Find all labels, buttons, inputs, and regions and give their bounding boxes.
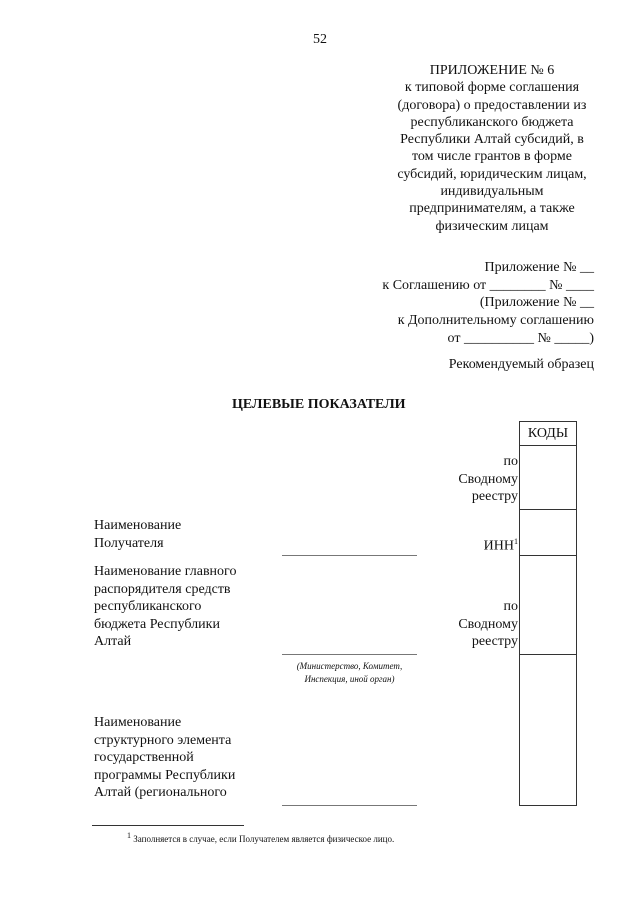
code-label-consolidated-registry <box>458 453 518 506</box>
manager-field-caption <box>282 660 417 686</box>
code-label-line: по <box>503 599 518 614</box>
appendix-header <box>376 62 608 235</box>
codes-header: КОДЫ <box>519 421 577 446</box>
footnote-ref: 1 <box>514 537 518 546</box>
appendix-line: индивидуальным <box>440 184 544 200</box>
label-line: государственной <box>94 750 194 765</box>
codes-divider <box>519 509 577 510</box>
code-label-line: по <box>503 454 518 469</box>
appendix-line: Республики Алтай субсидий, в <box>400 132 584 148</box>
agreement-line: к Соглашению от ________ № ____ <box>382 277 594 293</box>
agreement-reference <box>382 259 594 348</box>
page-number: 52 <box>313 32 327 47</box>
manager-name-label <box>94 563 236 651</box>
label-line: Алтай <box>94 634 132 649</box>
manager-name-field[interactable] <box>282 654 417 655</box>
label-line: бюджета Республики <box>94 616 220 632</box>
appendix-line: (договора) о предоставлении из <box>397 97 587 113</box>
label-line: Наименование <box>94 715 182 730</box>
recommended-sample-label: Рекомендуемый образец <box>448 357 594 372</box>
code-label-manager-registry <box>458 598 518 651</box>
label-line: программы Республики <box>94 767 236 783</box>
label-line: Получателя <box>94 535 164 551</box>
appendix-line: том числе грантов в форме <box>411 149 572 165</box>
agreement-line: от __________ № _____) <box>447 330 594 346</box>
appendix-line: предпринимателям, а также <box>409 201 575 217</box>
appendix-line: к типовой форме соглашения <box>404 80 580 96</box>
caption-line: Инспекция, иной орган) <box>304 674 395 684</box>
code-label-line: Сводному <box>458 471 518 487</box>
inn-label <box>484 533 518 555</box>
code-label-line: реестру <box>471 634 518 649</box>
appendix-line: республиканского бюджета <box>410 114 574 130</box>
agreement-line: к Дополнительному соглашению <box>397 313 594 329</box>
footnote <box>127 831 394 844</box>
caption-line: (Министерство, Комитет, <box>296 661 403 671</box>
codes-column <box>519 421 577 806</box>
footnote-text: Заполняется в случае, если Получателем является физическое лицо. <box>131 834 395 844</box>
label-line: Алтай (регионального <box>94 785 227 800</box>
label-line: структурного элемента <box>94 732 232 748</box>
structural-element-field[interactable] <box>282 805 417 806</box>
code-label-line: реестру <box>471 489 518 504</box>
codes-divider <box>519 555 577 556</box>
recipient-name-field[interactable] <box>282 555 417 556</box>
codes-divider <box>519 654 577 655</box>
footnote-mark: 1 <box>127 831 131 840</box>
appendix-line: ПРИЛОЖЕНИЕ № 6 <box>429 63 555 78</box>
agreement-line: Приложение № __ <box>484 260 594 275</box>
document-title: ЦЕЛЕВЫЕ ПОКАЗАТЕЛИ <box>232 397 406 412</box>
label-line: распорядителя средств <box>94 581 231 597</box>
label-line: республиканского <box>94 599 202 614</box>
label-line: Наименование <box>94 518 182 533</box>
structural-element-label <box>94 714 235 802</box>
appendix-line: субсидий, юридическим лицам, <box>397 166 587 182</box>
inn-text: ИНН <box>483 538 514 554</box>
footnote-separator <box>92 825 244 826</box>
appendix-line: физическим лицам <box>435 218 549 234</box>
agreement-line: (Приложение № __ <box>479 295 594 311</box>
code-label-line: Сводному <box>458 616 518 632</box>
label-line: Наименование главного <box>94 564 237 579</box>
recipient-name-label <box>94 517 181 552</box>
